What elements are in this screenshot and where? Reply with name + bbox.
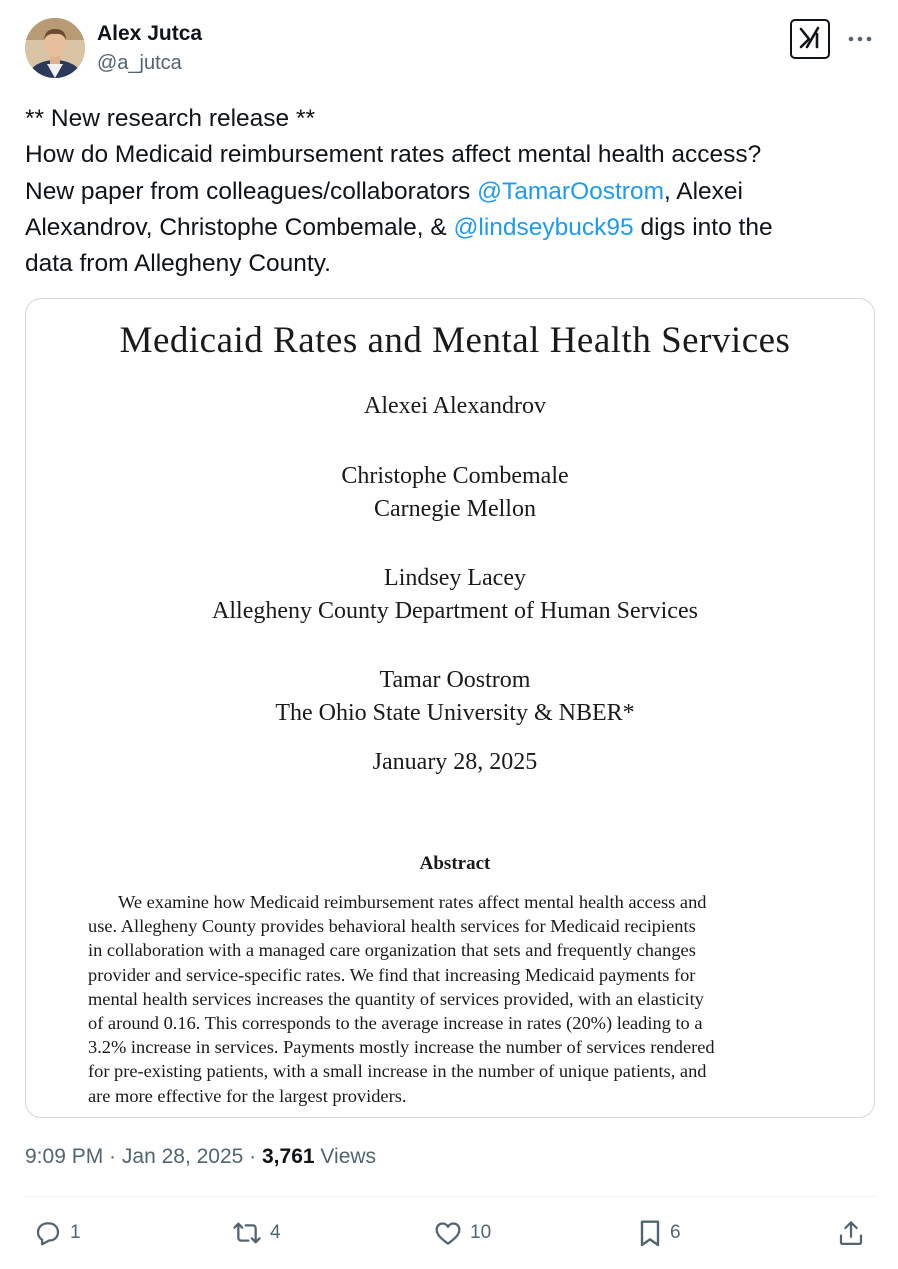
abstract-body [88, 890, 823, 1108]
heart-icon [432, 1217, 464, 1249]
separator: · [103, 1145, 122, 1168]
bookmark-icon [636, 1217, 664, 1249]
tweet-text-segment: Alexandrov, Christophe Combemale, & [25, 213, 454, 241]
paper-author: Tamar Oostrom [379, 667, 531, 693]
paper-author: Alexei Alexandrov [364, 393, 546, 419]
paper-affiliation: Allegheny County Department of Human Services [212, 598, 698, 624]
abstract-line: We examine how Medicaid reimbursement rates affect mental health access and [118, 892, 707, 912]
author-handle[interactable]: @a_jutca [97, 52, 182, 74]
abstract-line: 3.2% increase in services. Payments mostly increase the number of services rendered [88, 1037, 715, 1058]
tweet-line: data from Allegheny County. [25, 250, 331, 278]
repost-icon [230, 1217, 264, 1249]
paper-page [26, 299, 875, 1118]
share-icon [836, 1217, 866, 1249]
abstract-line: use. Allegheny County provides behavioral health services for Medicaid recipients [88, 916, 696, 937]
abstract-line: in collaboration with a managed care organization that sets and frequently changes [88, 940, 696, 961]
divider [24, 1196, 876, 1197]
repost-count: 4 [270, 1222, 281, 1243]
avatar[interactable] [25, 18, 85, 78]
media-image[interactable] [25, 298, 875, 1118]
abstract-line: are more effective for the largest providers. [88, 1085, 407, 1106]
paper-title: Medicaid Rates and Mental Health Services [119, 320, 791, 361]
bookmark-count: 6 [670, 1222, 681, 1243]
abstract-line: provider and service-specific rates. We find that increasing Medicaid payments for [88, 964, 696, 985]
more-icon [847, 30, 873, 48]
tweet-line: How do Medicaid reimbursement rates affect mental health access? [25, 141, 762, 169]
separator: · [243, 1145, 262, 1168]
timestamp-row [25, 1142, 376, 1172]
abstract-line: for pre-existing patients, with a small increase in the number of unique patients, and [88, 1061, 707, 1082]
tweet-line: ** New research release ** [25, 105, 316, 132]
like-button[interactable] [432, 1215, 491, 1251]
tweet-text [25, 101, 855, 282]
abstract-heading: Abstract [419, 853, 491, 874]
tweet-text-segment: , Alexei [664, 177, 743, 205]
more-button[interactable] [844, 24, 876, 54]
tweet-header [24, 16, 874, 80]
paper-affiliation: Carnegie Mellon [374, 496, 536, 522]
bookmark-button[interactable] [636, 1215, 681, 1251]
user-block [97, 21, 202, 76]
reply-icon [32, 1217, 64, 1249]
paper-author: Christophe Combemale [341, 463, 569, 489]
repost-button[interactable] [230, 1215, 281, 1251]
reply-button[interactable] [32, 1215, 81, 1251]
paper-date: January 28, 2025 [372, 749, 538, 775]
tweet-text-segment: New paper from colleagues/collaborators [25, 177, 478, 205]
share-button[interactable] [836, 1215, 866, 1251]
like-count: 10 [470, 1222, 492, 1243]
grok-icon [796, 23, 824, 56]
views-count: 3,761 [262, 1145, 315, 1168]
mention-link[interactable]: @TamarOostrom [477, 177, 664, 205]
grok-button[interactable] [790, 19, 830, 59]
paper-affiliation: The Ohio State University & NBER* [275, 700, 635, 726]
post-date[interactable]: Jan 28, 2025 [121, 1145, 244, 1168]
abstract-line: of around 0.16. This corresponds to the average increase in rates (20%) leading to a [88, 1013, 703, 1034]
views-label: Views [314, 1145, 377, 1168]
paper-author: Lindsey Lacey [384, 565, 526, 591]
tweet-line [25, 210, 855, 246]
tweet-line [25, 174, 855, 210]
author-display-name[interactable]: Alex Jutca [97, 22, 203, 45]
tweet-text-segment: digs into the [633, 213, 773, 241]
reply-count: 1 [70, 1222, 81, 1243]
post-time[interactable]: 9:09 PM [25, 1145, 104, 1168]
mention-link[interactable]: @lindseybuck95 [453, 213, 634, 241]
abstract-line: mental health services increases the quantity of services provided, with an elasticity [88, 988, 704, 1009]
